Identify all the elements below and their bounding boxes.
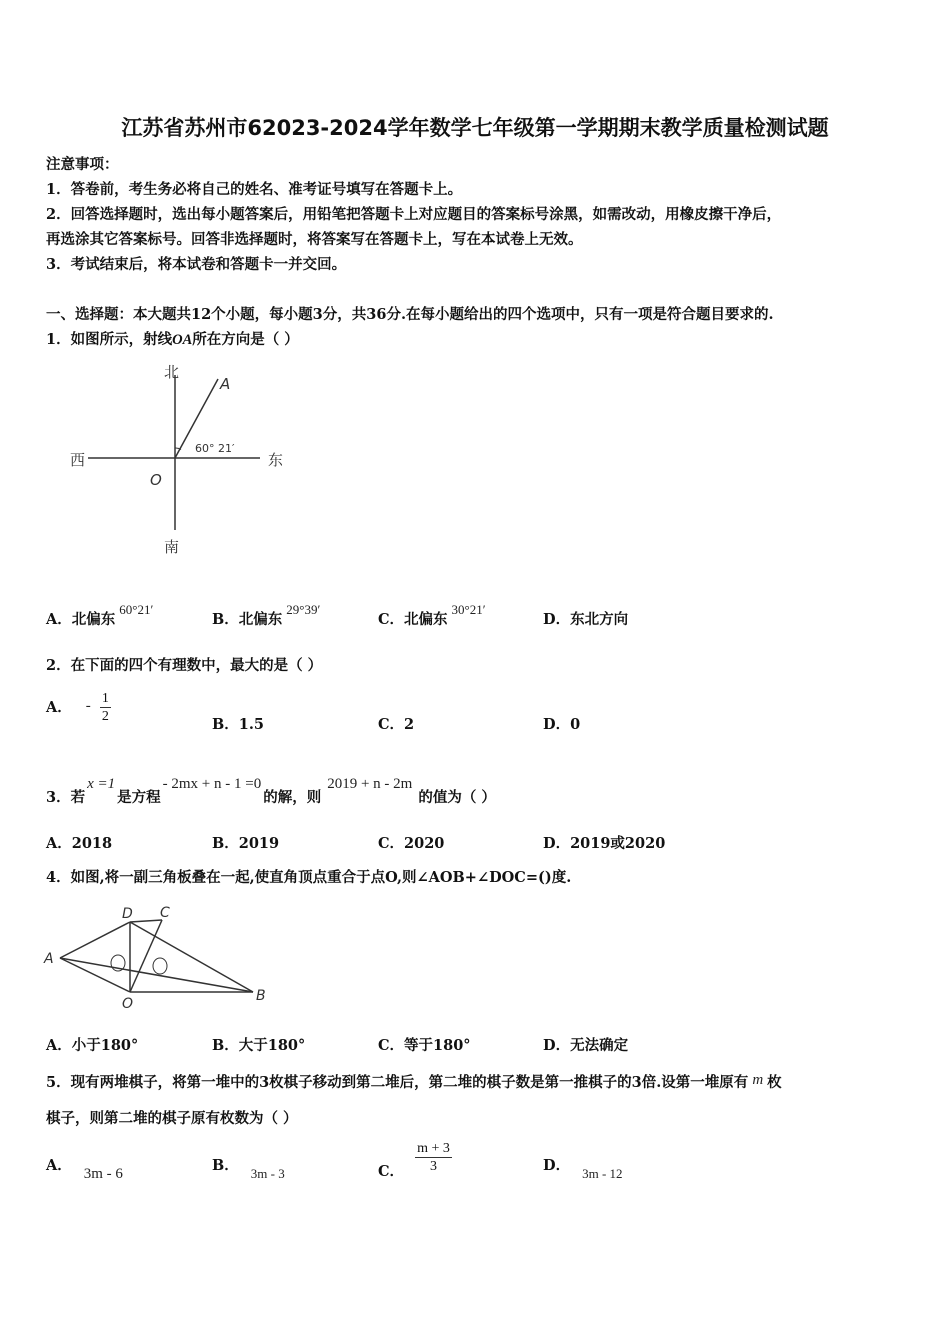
q3-option-c[interactable]: C．2020: [378, 835, 445, 852]
q2-option-a[interactable]: A． - $\frac{1}{2}$: [46, 691, 109, 724]
q2-option-c[interactable]: C．2: [378, 716, 415, 733]
q1-option-c[interactable]: C．北偏东30°21′: [378, 602, 486, 628]
notice-item-3: 3．考试结束后，将本试卷和答题卡一并交回。: [46, 256, 347, 273]
label-west: 西: [70, 451, 86, 469]
notice-item-2: 2．回答选择题时，选出每小题答案后，用铅笔把答题卡上对应题目的答案标号涂黑，如需改动，用橡皮擦干净后，: [46, 206, 782, 223]
q1-option-d[interactable]: D．东北方向: [543, 611, 629, 628]
compass-figure: [60, 355, 310, 560]
q5-option-d[interactable]: D． 3m - 12: [543, 1157, 623, 1181]
q4-option-c[interactable]: C．等于180°: [378, 1037, 471, 1054]
question-2-stem: 2．在下面的四个有理数中，最大的是（ ）: [46, 657, 323, 674]
triangle-figure: [40, 900, 280, 1012]
label-a: A: [44, 951, 54, 967]
label-east: 东: [268, 451, 284, 469]
q5-option-c[interactable]: C． $\frac{m + 3}{3}$: [378, 1141, 450, 1180]
question-4-stem: 4．如图,将一副三角板叠在一起,使直角顶点重合于点O,则∠AOB+∠DOC=()度.: [46, 869, 572, 886]
q3-option-d[interactable]: D．2019或2020: [543, 835, 666, 852]
q2-option-b[interactable]: B．1.5: [212, 716, 264, 733]
label-a: A: [220, 375, 231, 393]
label-c: C: [160, 905, 170, 921]
q2-option-d[interactable]: D．0: [543, 716, 581, 733]
notice-item-1: 1．答卷前，考生务必将自己的姓名、准考证号填写在答题卡上。: [46, 181, 463, 198]
label-o: O: [150, 471, 162, 489]
notice-item-2-cont: 再选涂其它答案标号。回答非选择题时，将答案写在答题卡上，写在本试卷上无效。: [46, 231, 583, 248]
label-north: 北: [164, 363, 180, 381]
question-3-stem: 3．若x =1是方程- 2mx + n - 1 =0的解，则2019 + n - 2m的值为（ ）: [46, 776, 496, 806]
q3-option-a[interactable]: A．2018: [46, 835, 113, 852]
q3-option-b[interactable]: B．2019: [212, 835, 280, 852]
label-south: 南: [164, 538, 180, 556]
q1-option-b[interactable]: B．北偏东29°39′: [212, 602, 321, 628]
question-1-stem: 1．如图所示，射线OA所在方向是（ ）: [46, 331, 299, 348]
q5-option-b[interactable]: B． 3m - 3: [212, 1157, 285, 1181]
page-title: 江苏省苏州市62023-2024学年数学七年级第一学期期末教学质量检测试题: [121, 116, 829, 140]
q5-option-a[interactable]: A． 3m - 6: [46, 1157, 123, 1182]
question-5-line-2: 棋子，则第二堆的棋子原有枚数为（ ）: [46, 1110, 298, 1127]
section-heading: 一、选择题：本大题共12个小题，每小题3分，共36分.在每小题给出的四个选项中，只有一项是符合题目要求的.: [46, 306, 774, 323]
q4-option-d[interactable]: D．无法确定: [543, 1037, 629, 1054]
question-5-line-1: 5．现有两堆棋子，将第一堆中的3枚棋子移动到第二堆后，第二堆的棋子数是第一推棋子的3倍.设第一堆原有 m 枚: [46, 1072, 782, 1091]
angle-label: 60° 21′: [195, 442, 235, 455]
label-o: O: [122, 996, 134, 1012]
label-d: D: [122, 906, 133, 922]
label-b: B: [256, 988, 266, 1004]
q4-option-b[interactable]: B．大于180°: [212, 1037, 306, 1054]
q1-option-a[interactable]: A．北偏东60°21′: [46, 602, 154, 628]
q4-option-a[interactable]: A．小于180°: [46, 1037, 139, 1054]
notice-heading: 注意事项：: [46, 156, 119, 173]
